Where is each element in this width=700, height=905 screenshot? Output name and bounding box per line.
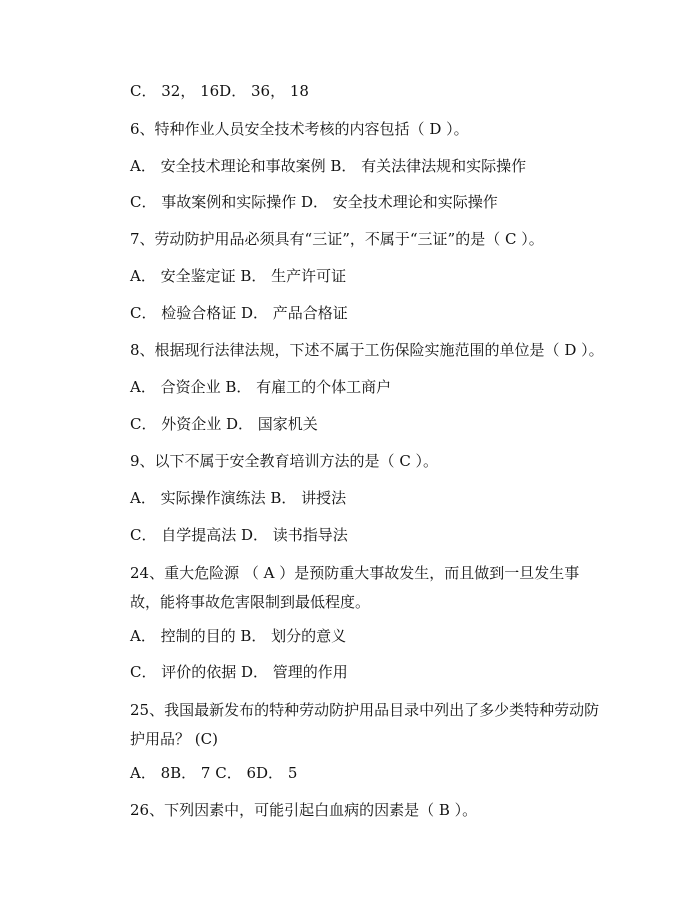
- question-7: 7、劳动防护用品必须具有“三证”，不属于“三证”的是（ C ）。: [130, 230, 544, 248]
- option-line: C． 外资企业 D． 国家机关: [130, 415, 318, 433]
- question-6: 6、特种作业人员安全技术考核的内容包括（ D ）。: [130, 120, 469, 138]
- question-8: 8、根据现行法律法规，下述不属于工伤保险实施范围的单位是（ D ）。: [130, 341, 604, 359]
- option-line: C． 事故案例和实际操作 D． 安全技术理论和实际操作: [130, 193, 498, 211]
- question-26: 26、下列因素中，可能引起白血病的因素是（ B ）。: [130, 801, 478, 819]
- option-line: C． 评价的依据 D． 管理的作用: [130, 663, 348, 681]
- question-25: 25、我国最新发布的特种劳动防护用品目录中列出了多少类特种劳动防护用品？ (C): [130, 701, 600, 748]
- option-line: C． 自学提高法 D． 读书指导法: [130, 526, 348, 544]
- option-line: A． 8B． 7 C． 6D． 5: [130, 764, 298, 782]
- option-line: A． 实际操作演练法 B． 讲授法: [130, 489, 347, 507]
- option-line: A． 控制的目的 B． 划分的意义: [130, 627, 347, 645]
- option-line: C． 检验合格证 D． 产品合格证: [130, 304, 348, 322]
- question-9: 9、以下不属于安全教育培训方法的是（ C ）。: [130, 452, 439, 470]
- option-line: A． 安全鉴定证 B． 生产许可证: [130, 267, 347, 285]
- option-line: A． 合资企业 B． 有雇工的个体工商户: [130, 378, 392, 396]
- option-line: A． 安全技术理论和事故案例 B． 有关法律法规和实际操作: [130, 157, 527, 175]
- option-line: C． 32， 16D． 36， 18: [130, 82, 309, 100]
- question-24: 24、重大危险源 （ A ）是预防重大事故发生，而且做到一旦发生事故，能将事故危害限制到最低程度。: [130, 564, 580, 611]
